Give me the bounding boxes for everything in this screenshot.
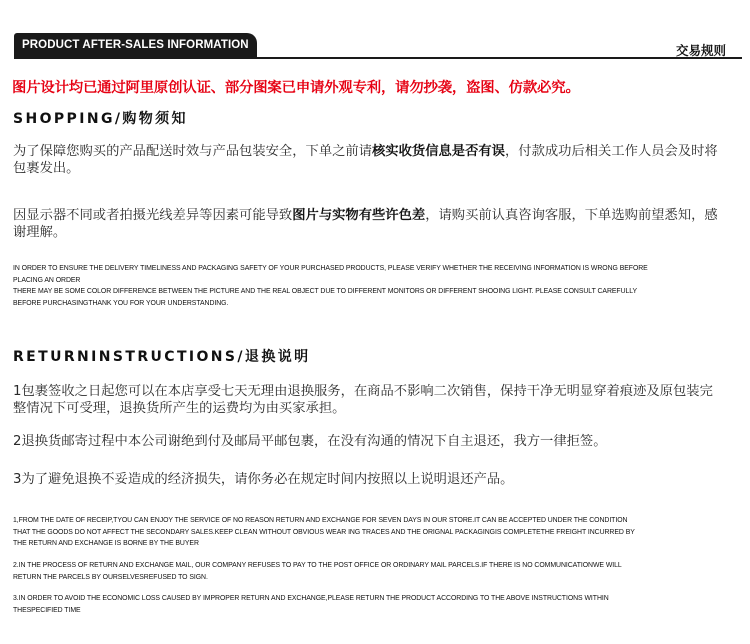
returns-english-3 <box>13 593 729 616</box>
header-title-tab: PRODUCT AFTER-SALES INFORMATION <box>14 33 257 57</box>
returns-english-line: 2.IN THE PROCESS OF RETURN AND EXCHANGE MAIL, OUR COMPANY REFUSES TO PAY TO THE POST OFFICE OR ORDINARY MAIL PARCELS.IF THERE IS NO COMMUNICATIONWE WILL <box>13 562 622 569</box>
returns-english-line: THAT THE GOODS DO NOT AFFECT THE SECONDARY SALES.KEEP CLEAN WITHOUT OBVIOUS WEAR ING TRACES AND THE ORIGNAL PACKAGINGIS COMPLETETHE FREIGHT INCURRED BY <box>13 528 635 536</box>
header-divider <box>14 57 742 59</box>
returns-english-line: 1,FROM THE DATE OF RECEIP,TYOU CAN ENJOY THE SERVICE OF NO REASON RETURN AND EXCHANGE FOR SEVEN DAYS IN OUR STORE.IT CAN BE ACCEPTED UNDER THE CONDITION <box>13 517 628 524</box>
shopping-english-line: THERE MAY BE SOME COLOR DIFFERENCE BETWEEN THE PICTURE AND THE REAL OBJECT DUE TO DIFFERENT MONITORS OR DIFFERENT SHOOING LIGHT. PLEASE CONSULT CAREFULLY <box>13 288 638 295</box>
shopping-paragraph-2-emphasis: 图片与实物有些许色差 <box>292 208 426 223</box>
returns-item-2: 2退换货邮寄过程中本公司谢绝到付及邮局平邮包裹，在没有沟通的情况下自主退还，我方一律拒签。 <box>13 434 607 449</box>
copyright-notice: 图片设计均已通过阿里原创认证、部分图案已申请外观专利，请勿抄袭，盗图、仿款必究。 <box>12 80 580 96</box>
shopping-paragraph-2-c: ，请购买前认真咨询客服，下单选购前望悉知，感谢理解。 <box>13 208 718 240</box>
shopping-section-title: SHOPPING/购物须知 <box>13 111 188 127</box>
returns-english-2 <box>13 560 729 583</box>
shopping-paragraph-1-c: ，付款成功后相关工作人员会及时将包裹发出。 <box>13 144 718 176</box>
returns-item-3: 3为了避免退换不妥造成的经济损失，请你务必在规定时间内按照以上说明退还产品。 <box>13 472 514 487</box>
returns-english-line: THESPECIFIED TIME <box>13 606 81 614</box>
shopping-paragraph-1-a: 为了保障您购买的产品配送时效与产品包装安全，下单之前请 <box>13 144 373 159</box>
returns-english-1 <box>13 515 729 550</box>
shopping-english-line: BEFORE PURCHASINGTHANK YOU FOR YOUR UNDERSTANDING. <box>13 299 229 307</box>
returns-english-line: 3.IN ORDER TO AVOID THE ECONOMIC LOSS CAUSED BY IMPROPER RETURN AND EXCHANGE,PLEASE RETURN THE PRODUCT ACCORDING TO THE ABOVE INSTRUCTIONS WITHIN <box>13 595 609 602</box>
shopping-paragraph-2-a: 因显示器不同或者拍摄光线差异等因素可能导致 <box>13 208 293 223</box>
shopping-paragraph-2 <box>13 207 725 241</box>
returns-english-line: RETURN THE PARCELS BY OURSELVESREFUSED TO SIGN. <box>13 573 208 581</box>
shopping-english-line: PLACING AN ORDER <box>13 276 81 284</box>
shopping-english-text <box>13 263 729 309</box>
shopping-paragraph-1-emphasis: 核实收货信息是否有误 <box>372 144 505 159</box>
returns-english-line: THE RETURN AND EXCHANGE IS BORNE BY THE BUYER <box>13 540 199 547</box>
shopping-english-line: IN ORDER TO ENSURE THE DELIVERY TIMELINESS AND PACKAGING SAFETY OF YOUR PURCHASED PRODUCTS, PLEASE VERIFY WHETHER THE RECEIVING INFORMATION IS WRONG BEFORE <box>13 265 648 272</box>
returns-item-1: 1包裹签收之日起您可以在本店享受七天无理由退换服务，在商品不影响二次销售，保持干净无明显穿着痕迹及原包装完整情况下可受理，退换货所产生的运费均为由买家承担。 <box>13 384 713 416</box>
returns-section-title: RETURNINSTRUCTIONS/退换说明 <box>13 349 311 365</box>
header-right-label: 交易规则 <box>675 43 726 58</box>
shopping-paragraph-1 <box>13 143 725 177</box>
header-bar <box>0 0 750 66</box>
